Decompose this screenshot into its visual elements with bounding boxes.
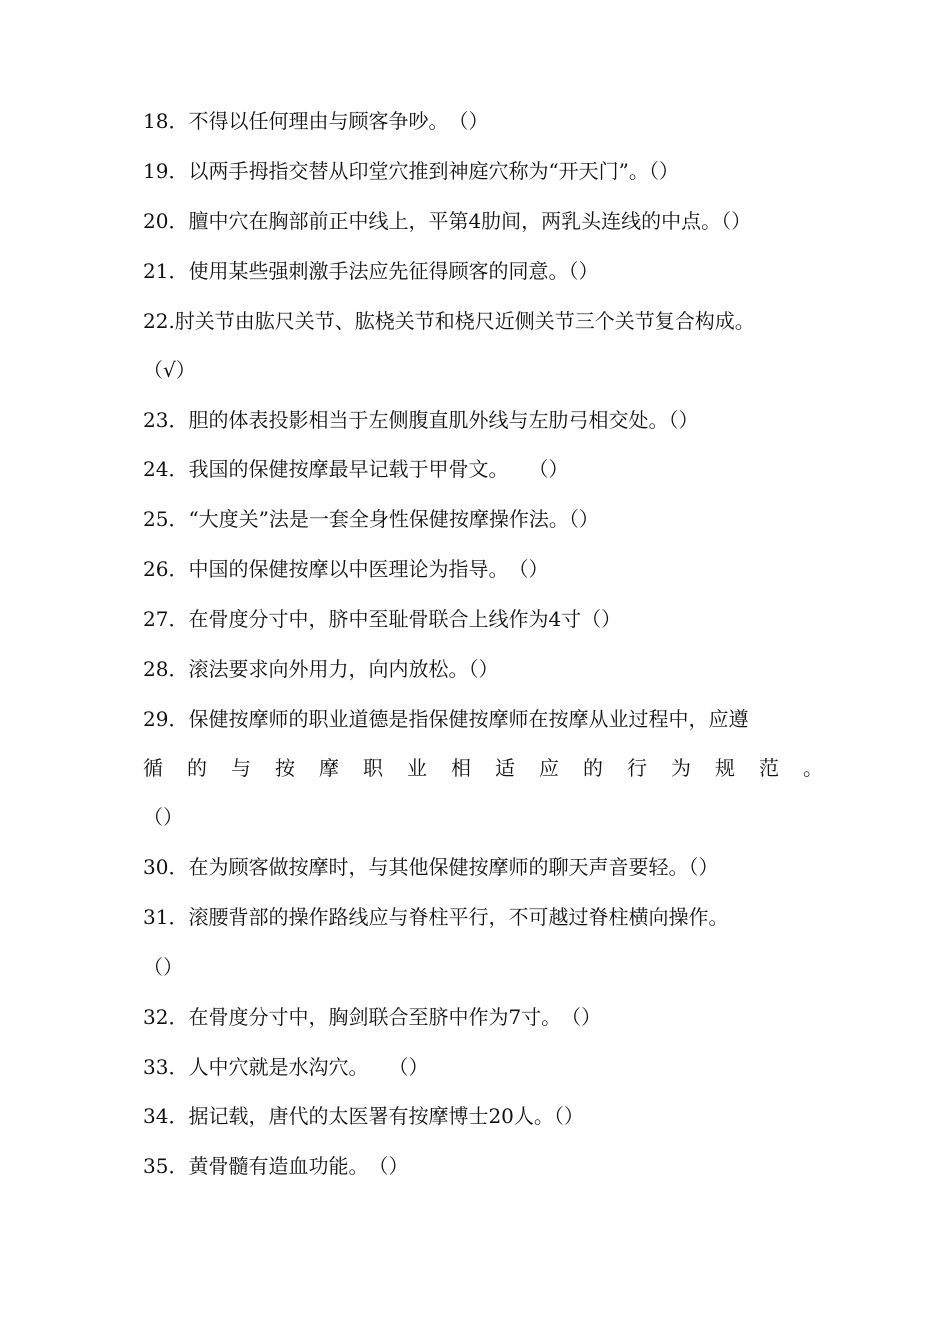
question-35: 35．黄骨髓有造血功能。 （） bbox=[143, 1154, 409, 1178]
question-26: 26．中国的保健按摩以中医理论为指导。 （） bbox=[143, 557, 549, 581]
question-29: 29．保健按摩师的职业道德是指保健按摩师在按摩从业过程中，应遵 bbox=[143, 707, 749, 731]
justified-char: 按 bbox=[275, 756, 295, 780]
question-23: 23．胆的体表投影相当于左侧腹直肌外线与左肋弓相交处。（） bbox=[143, 408, 699, 432]
justified-char: 应 bbox=[539, 756, 559, 780]
question-27: 27．在骨度分寸中，脐中至耻骨联合上线作为4寸（） bbox=[143, 607, 622, 631]
question-32: 32．在骨度分寸中，胸剑联合至脐中作为7寸。 （） bbox=[143, 1005, 602, 1029]
question-20: 20．膻中穴在胸部前正中线上，平第4肋间，两乳头连线的中点。（） bbox=[143, 209, 752, 233]
question-18: 18．不得以任何理由与顾客争吵。 （） bbox=[143, 109, 489, 133]
justified-char: 为 bbox=[671, 756, 691, 780]
question-19: 19．以两手拇指交替从印堂穴推到神庭穴称为“开天门”。（） bbox=[143, 159, 679, 183]
question-30: 30．在为顾客做按摩时，与其他保健按摩师的聊天声音要轻。（） bbox=[143, 855, 719, 879]
question-34: 34．据记载，唐代的太医署有按摩博士20人。（） bbox=[143, 1104, 584, 1128]
justified-char: 相 bbox=[451, 756, 471, 780]
justified-char: 的 bbox=[187, 756, 207, 780]
question-29-answer: （） bbox=[143, 805, 183, 829]
question-31: 31．滚腰背部的操作路线应与脊柱平行，不可越过脊柱横向操作。 bbox=[143, 905, 729, 929]
question-21: 21．使用某些强刺激手法应先征得顾客的同意。（） bbox=[143, 259, 599, 283]
question-22: 22.肘关节由肱尺关节、肱桡关节和桡尺近侧关节三个关节复合构成。 bbox=[143, 309, 755, 333]
justified-char: 业 bbox=[407, 756, 427, 780]
question-28: 28．滚法要求向外用力，向内放松。（） bbox=[143, 657, 499, 681]
justified-char: 适 bbox=[495, 756, 515, 780]
justified-char: 规 bbox=[715, 756, 735, 780]
justified-char: 与 bbox=[231, 756, 251, 780]
justified-char: 的 bbox=[583, 756, 603, 780]
justified-char: 循 bbox=[143, 756, 163, 780]
justified-char: 摩 bbox=[319, 756, 339, 780]
question-29-continued bbox=[143, 753, 823, 783]
question-24: 24．我国的保健按摩最早记载于甲骨文。 （） bbox=[143, 457, 569, 481]
question-22-answer: （√） bbox=[143, 358, 196, 382]
question-25: 25．“大度关”法是一套全身性保健按摩操作法。（） bbox=[143, 507, 599, 531]
justified-char: 行 bbox=[627, 756, 647, 780]
justified-char: 。 bbox=[803, 756, 823, 780]
question-33: 33．人中穴就是水沟穴。 （） bbox=[143, 1055, 429, 1079]
justified-char: 职 bbox=[363, 756, 383, 780]
justified-char: 范 bbox=[759, 756, 779, 780]
question-31-answer: （） bbox=[143, 955, 183, 979]
